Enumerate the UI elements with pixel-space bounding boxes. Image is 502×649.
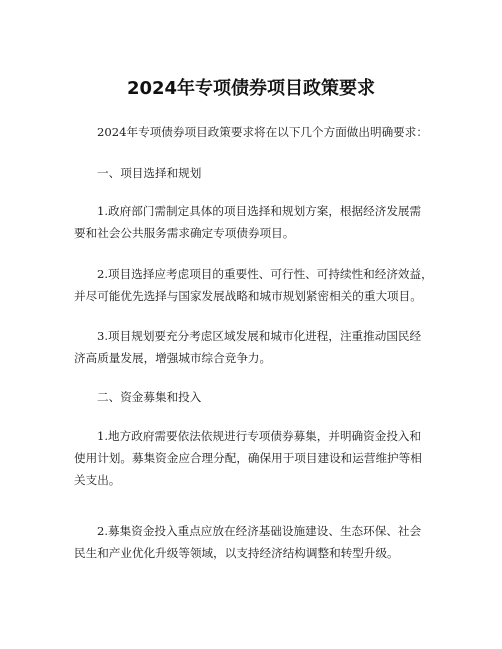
section-2-item-1 <box>74 425 454 491</box>
paragraph-line: 2.募集资金投入重点应放在经济基础设施建设、生态环保、社会 <box>97 524 422 538</box>
paragraph-line: 并尽可能优先选择与国家发展战略和城市规划紧密相关的重大项目。 <box>74 289 422 303</box>
paragraph-line: 3.项目规划要充分考虑区域发展和城市化进程，注重推动国民经 <box>97 329 422 343</box>
paragraph-line: 2.项目选择应考虑项目的重要性、可行性、可持续性和经济效益， <box>97 267 433 281</box>
section-heading-text: 二、资金募集和投入 <box>97 390 202 404</box>
section-1-item-1 <box>74 200 454 244</box>
paragraph-line: 使用计划。募集资金应合理分配，确保用于项目建设和运营维护等相 <box>74 451 422 465</box>
intro-line: 2024年专项债券项目政策要求将在以下几个方面做出明确要求： <box>97 125 428 139</box>
section-1-item-2 <box>74 263 454 307</box>
section-2-item-2 <box>74 520 454 564</box>
section-heading-text: 一、项目选择和规划 <box>97 166 202 180</box>
document-title: 2024年专项债券项目政策要求 <box>126 78 376 99</box>
paragraph-line: 关支出。 <box>74 473 121 487</box>
paragraph-line: 民生和产业优化升级等领域，以支持经济结构调整和转型升级。 <box>74 546 399 560</box>
paragraph-line: 1.地方政府需要依法依规进行专项债券募集，并明确资金投入和 <box>97 429 422 443</box>
paragraph-line: 济高质量发展，增强城市综合竞争力。 <box>74 351 272 365</box>
intro-paragraph <box>97 121 477 143</box>
section-1-heading <box>97 162 477 184</box>
section-1-item-3 <box>74 325 454 369</box>
paragraph-line: 要和社会公共服务需求确定专项债券项目。 <box>74 226 295 240</box>
paragraph-line: 1.政府部门需制定具体的项目选择和规划方案，根据经济发展需 <box>97 204 422 218</box>
section-2-heading <box>97 386 477 408</box>
